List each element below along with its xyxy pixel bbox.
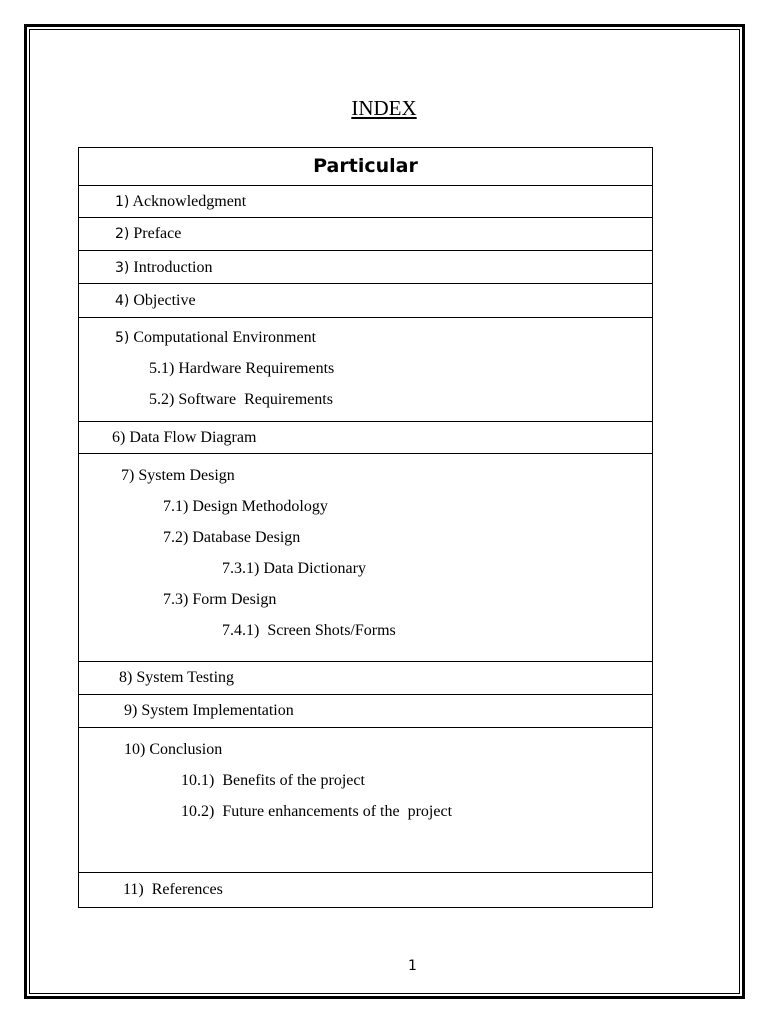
table-row (79, 284, 653, 318)
entry-conclusion: 10) Conclusion (124, 741, 223, 758)
entry-objective (79, 284, 652, 317)
table-row (79, 318, 653, 422)
page-number: 1 (408, 958, 417, 974)
entry-database-design: 7.2) Database Design (163, 529, 301, 546)
entry-text: Objective (129, 292, 196, 309)
entry-software-requirements: 5.2) Software Requirements (149, 391, 333, 408)
table-row (79, 186, 653, 218)
index-table (78, 147, 653, 908)
entry-form-design: 7.3) Form Design (163, 591, 277, 608)
page-title: INDEX (351, 96, 417, 120)
table-header: Particular (79, 148, 653, 186)
entry-system-implementation: 9) System Implementation (124, 702, 294, 719)
table-row (79, 422, 653, 454)
table-row (79, 218, 653, 251)
entry-text: Preface (129, 225, 182, 242)
table-row (79, 873, 653, 908)
entry-benefits: 10.1) Benefits of the project (181, 772, 365, 789)
table-row (79, 662, 653, 695)
entry-number: 3) (115, 260, 130, 276)
entry-preface (79, 218, 652, 250)
entry-design-methodology: 7.1) Design Methodology (163, 498, 328, 515)
entry-computational-environment (79, 322, 652, 353)
entry-references: 11) References (123, 881, 223, 898)
entry-number: 2) (115, 226, 130, 242)
entry-future-enhancements: 10.2) Future enhancements of the project (181, 803, 453, 820)
entry-text: Acknowledgment (129, 193, 247, 210)
entry-number: 1) (115, 194, 130, 210)
entry-hardware-requirements: 5.1) Hardware Requirements (149, 360, 335, 377)
table-row (79, 454, 653, 662)
table-row (79, 251, 653, 284)
entry-data-flow-diagram: 6) Data Flow Diagram (112, 429, 257, 446)
entry-number: 5) (115, 330, 130, 346)
entry-introduction (79, 251, 652, 283)
entry-text: Computational Environment (129, 329, 317, 346)
entry-text: Introduction (129, 259, 213, 276)
entry-system-testing: 8) System Testing (119, 669, 235, 686)
entry-system-design: 7) System Design (121, 467, 235, 484)
entry-data-dictionary: 7.3.1) Data Dictionary (222, 560, 366, 577)
entry-acknowledgment (79, 186, 652, 217)
entry-screen-shots-forms: 7.4.1) Screen Shots/Forms (222, 622, 396, 639)
table-row (79, 728, 653, 873)
table-row (79, 695, 653, 728)
entry-number: 4) (115, 293, 130, 309)
table-header-row (79, 148, 653, 186)
